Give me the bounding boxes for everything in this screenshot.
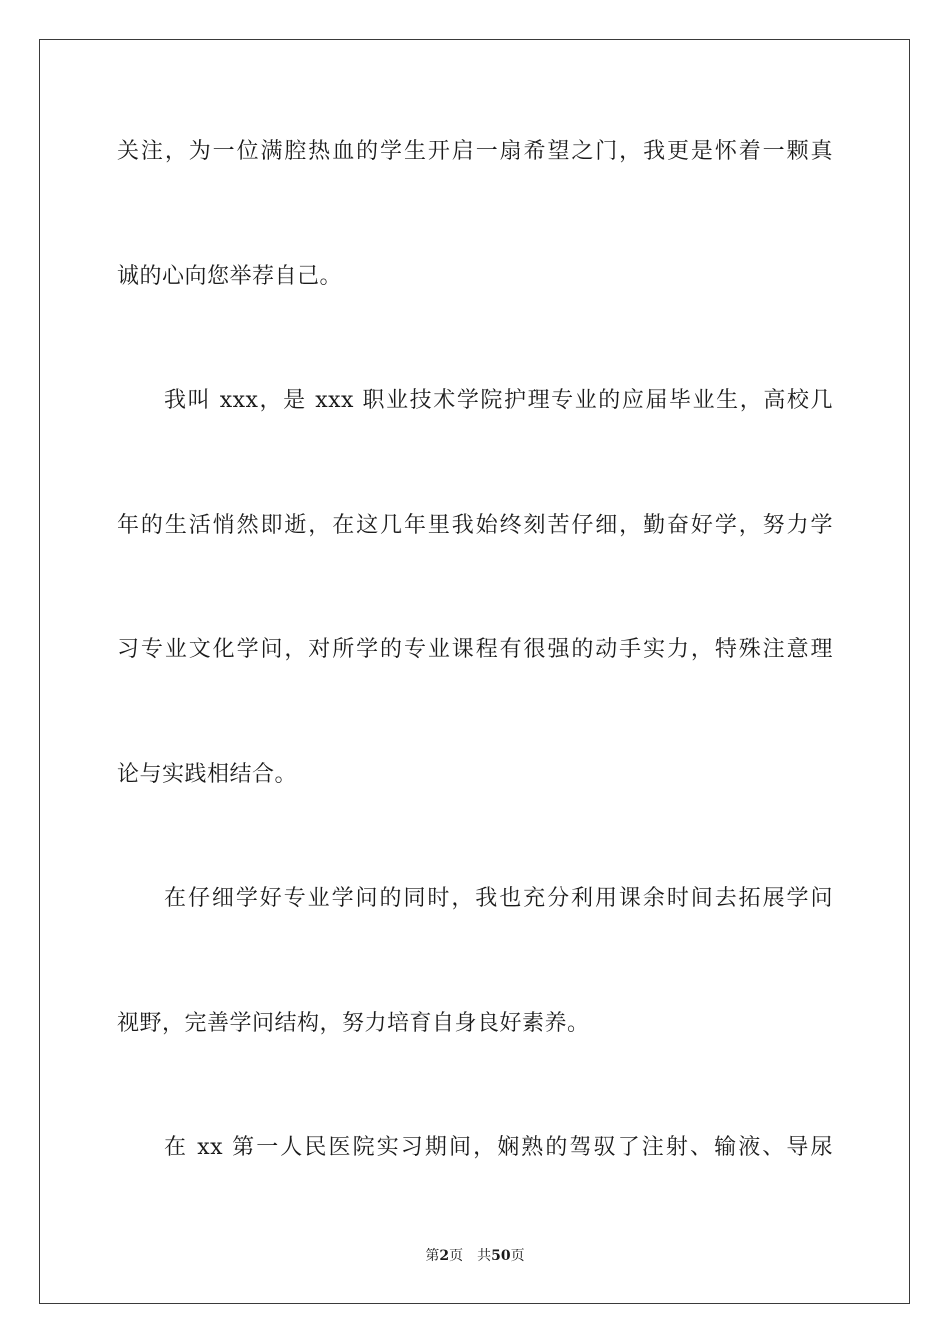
text-line-1: 关注，为一位满腔热血的学生开启一扇希望之门，我更是怀着一颗真 — [117, 139, 833, 164]
page-suffix: 页 — [449, 1248, 464, 1264]
page-number: 2 — [439, 1248, 450, 1264]
text-line-6: 论与实践相结合。 — [117, 762, 298, 787]
text-line-7: 在仔细学好专业学问的同时，我也充分利用课余时间去拓展学问 — [164, 886, 833, 911]
page-prefix: 第 — [425, 1248, 440, 1264]
text-line-8: 视野，完善学问结构，努力培育自身良好素养。 — [117, 1011, 590, 1036]
total-suffix: 页 — [510, 1248, 525, 1264]
page-footer — [0, 1246, 950, 1266]
page-border — [39, 39, 910, 1304]
text-line-2: 诚的心向您举荐自己。 — [117, 264, 343, 289]
text-line-9: 在 xx 第一人民医院实习期间，娴熟的驾驭了注射、输液、导尿 — [164, 1135, 833, 1160]
text-line-4: 年的生活悄然即逝，在这几年里我始终刻苦仔细，勤奋好学，努力学 — [117, 513, 833, 538]
text-line-3: 我叫 xxx，是 xxx 职业技术学院护理专业的应届毕业生，高校几 — [164, 388, 833, 413]
total-prefix: 共 — [477, 1248, 492, 1264]
total-pages: 50 — [491, 1248, 511, 1264]
text-line-5: 习专业文化学问，对所学的专业课程有很强的动手实力，特殊注意理 — [117, 637, 833, 662]
